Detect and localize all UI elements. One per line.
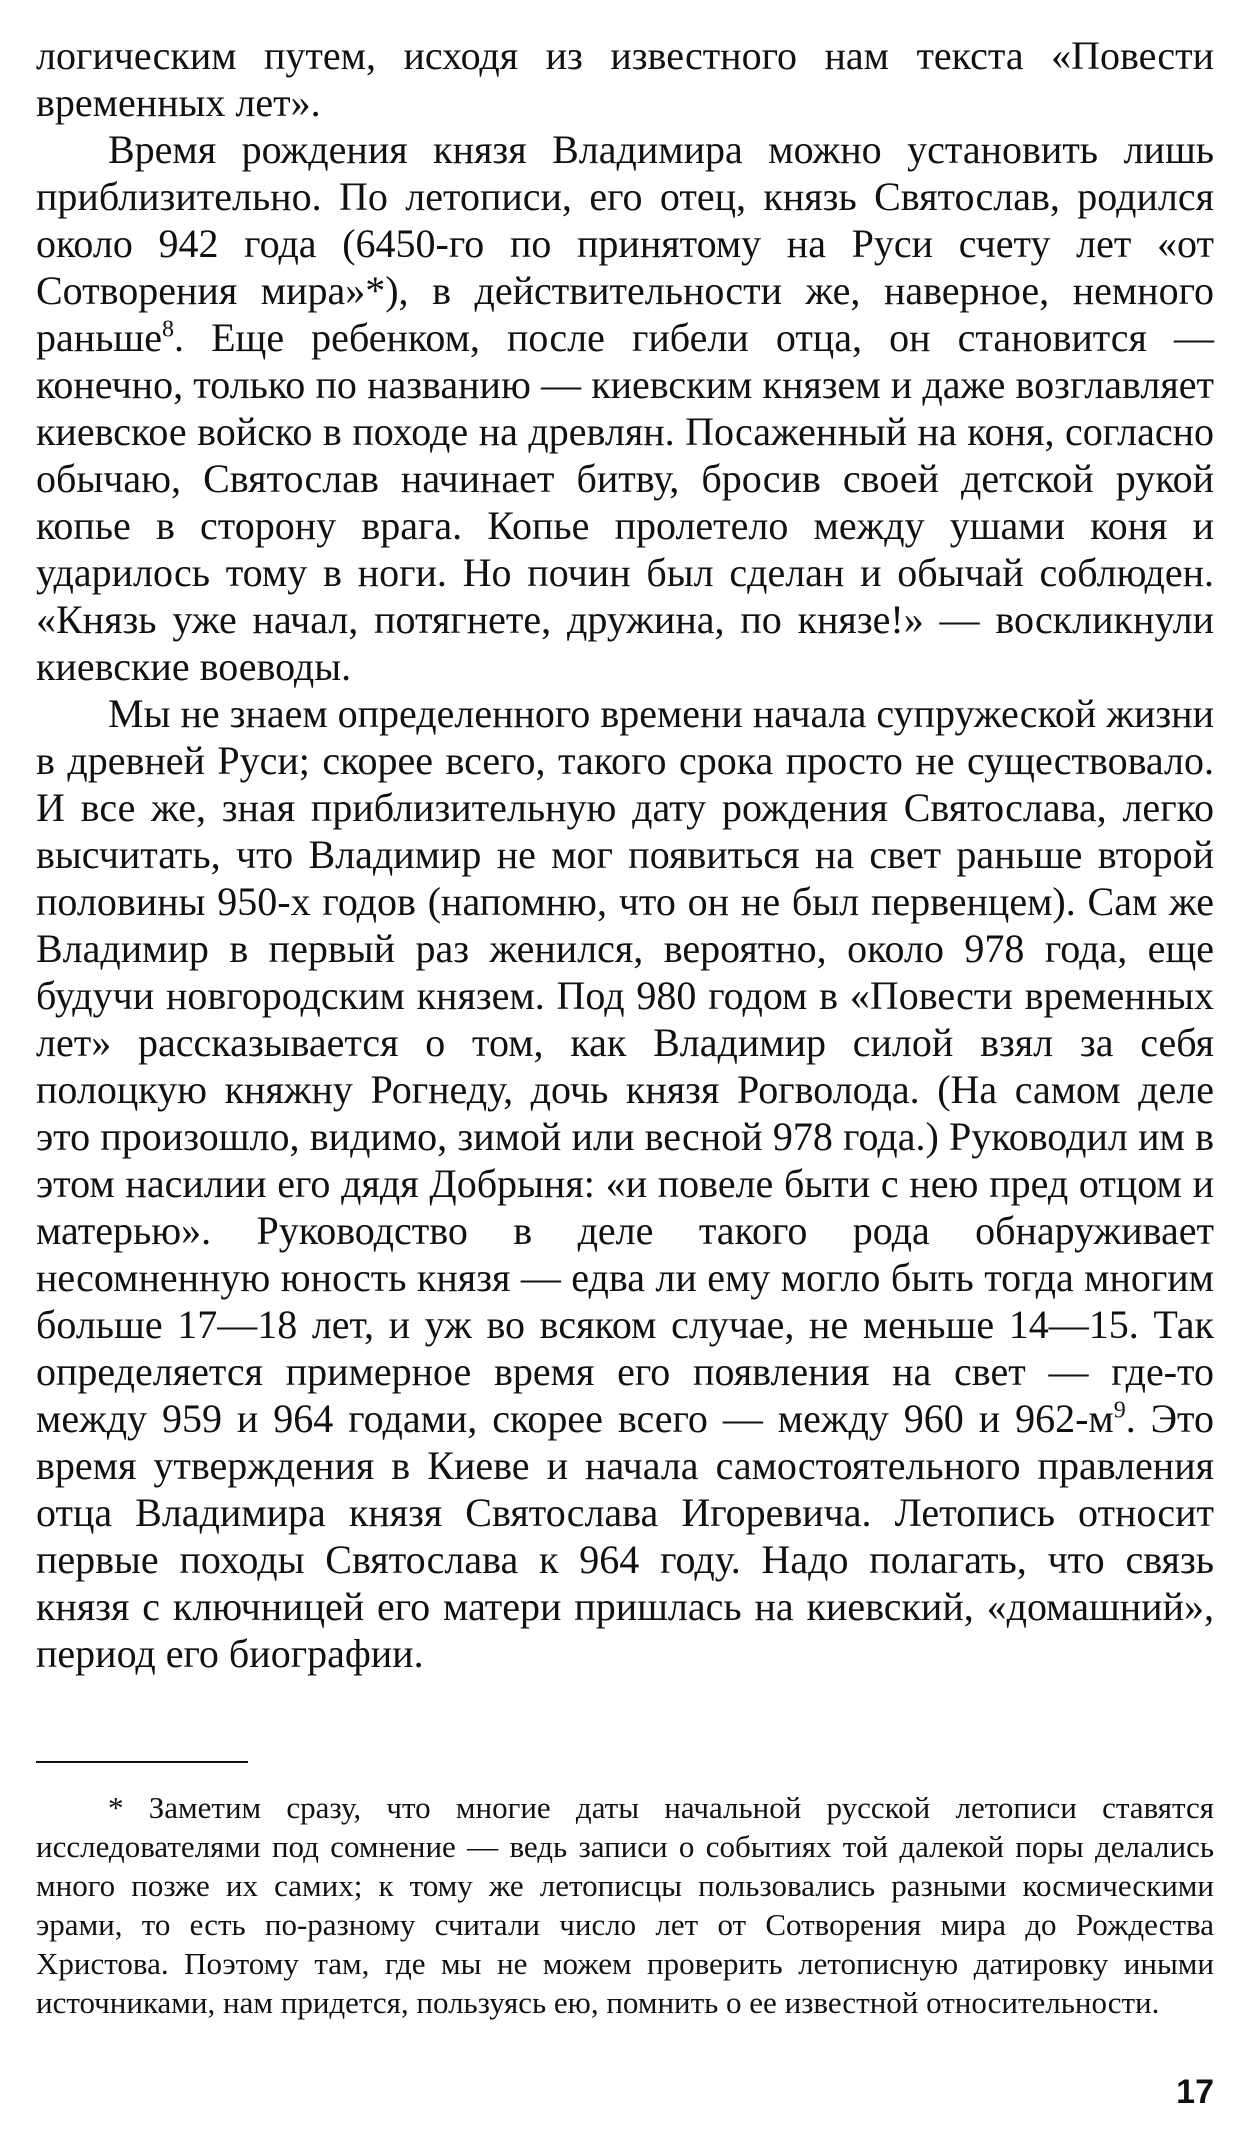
paragraph-text-continued: . Еще ребенком, после гибели отца, он становится — конечно, только по названию — киевским князем и даже возглавляет киевское войско в походе на древлян. Посаженный на коня, согласно обычаю, Святослав начинает битву, бросив своей детской рукой копье в сторону врага. Копье пролетело между ушами коня и ударилось тому в ноги. Но почин был сделан и обычай соблюден. «Князь уже начал, потягнете, дружина, по князе!» — воскликнули киевские воеводы. (36, 315, 1214, 689)
paragraph-text: Мы не знаем определенного времени начала супружеской жизни в древней Руси; скорее всего, такого срока просто не существовало. И все же, зная приблизительную дату рождения Святослава, легко высчитать, что Владимир не мог появиться на свет раньше второй половины 950-х годов (напомню, что он не был первенцем). Сам же Владимир в первый раз женился, вероятно, около 978 года, еще будучи новгородским князем. Под 980 годом в «Повести временных лет» рассказывается о том, как Владимир силой взял за себя полоцкую княжну Рогнеду, дочь князя Рогволода. (На самом деле это произошло, видимо, зимой или весной 978 года.) Руководил им в этом насилии его дядя Добрыня: «и повеле быти с нею пред отцом и матерью». Руководство в деле такого рода обнаруживает несомненную юность князя — едва ли ему могло быть тогда многим больше 17—18 лет, и уж во всяком случае, не меньше 14—15. Так определяется примерное время его появления на свет — где-то между 959 и 964 годами, скорее всего — между 960 и 962-м (36, 691, 1214, 1441)
footnote-section (36, 1788, 1214, 2022)
main-text (36, 32, 1214, 1677)
footnote-reference[interactable]: 9 (1113, 1397, 1126, 1424)
footnote-reference[interactable]: 8 (161, 316, 174, 343)
paragraph-birth-of-vladimir (36, 126, 1214, 690)
footnote-divider (36, 1761, 248, 1763)
page-number: 17 (1176, 2073, 1214, 2111)
footnote-text: * Заметим сразу, что многие даты начальной русской летописи ставятся исследователями под сомнение — ведь записи о событиях той далекой поры делались много позже их самих; к тому же летописцы пользовались разными космическими эрами, то есть по-разному считали число лет от Сотворения мира до Рождества Христова. Поэтому там, где мы не можем проверить летописную датировку иными источниками, нам придется, пользуясь ею, помнить о ее известной относительности. (36, 1790, 1214, 2020)
paragraph-dating (36, 690, 1214, 1677)
paragraph-text: логическим путем, исходя из известного нам текста «Повести временных лет». (36, 33, 1214, 125)
paragraph-text-continued: . Это время утверждения в Киеве и начала самостоятельного правления отца Владимира князя Святослава Игоревича. Летопись относит первые походы Святослава к 964 году. Надо полагать, что связь князя с ключницей его матери пришлась на киевский, «домашний», период его биографии. (36, 1396, 1215, 1676)
paragraph-text: Время рождения князя Владимира можно установить лишь приблизительно. По летописи, его отец, князь Святослав, родился около 942 года (6450-го по принятому на Руси счету лет «от Сотворения мира»*), в действительности же, наверное, немного раньше (36, 127, 1214, 360)
paragraph-continuation (36, 32, 1214, 126)
